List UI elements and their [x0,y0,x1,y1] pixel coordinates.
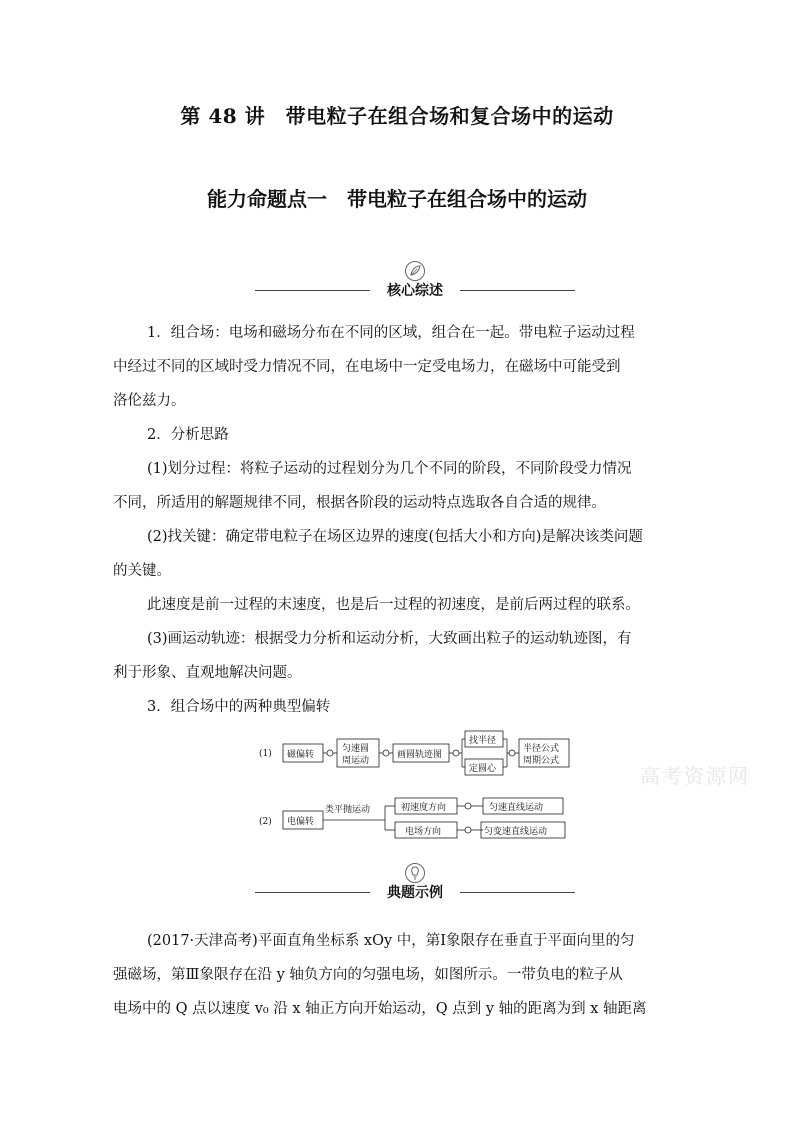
row1-draw-label: 画圆轨迹图 [397,750,443,760]
deflection-flow-diagram [255,730,575,840]
paragraph: (1)划分过程：将粒子运动的过程划分为几个不同的阶段，不同阶段受力情况 [147,461,632,477]
paragraph: 1．组合场：电场和磁场分布在不同的区域，组合在一起。带电粒子运动过程 [147,325,635,341]
paragraph: (3)画运动轨迹：根据受力分析和运动分析，大致画出粒子的运动轨迹图，有 [147,631,632,647]
section-title: 能力命题点一 带电粒子在组合场中的运动 [207,187,587,211]
row1-number: (1) [259,749,272,759]
typical-example-label: 典题示例 [387,885,443,901]
connector-node [509,750,515,756]
connector-node [327,750,333,756]
row1-start-label: 磁偏转 [287,750,315,760]
row2-uniform-label: 匀速直线运动 [489,803,544,813]
row1-formula-label-a: 半径公式 [523,744,560,754]
paragraph: 的关键。 [113,563,171,579]
connector-node [465,827,471,833]
core-summary-label: 核心综述 [387,283,443,299]
row2-motion-label: 类平抛运动 [325,805,371,815]
paragraph: (2)找关键：确定带电粒子在场区边界的速度(包括大小和方向)是解决该类问题 [147,529,643,545]
paragraph: 不同，所适用的解题规律不同，根据各阶段的运动特点选取各自合适的规律。 [113,495,606,511]
paragraph: 3．组合场中的两种典型偏转 [147,699,331,715]
row2-init-dir-label: 初速度方向 [401,803,447,813]
leaf-icon [404,260,426,282]
paragraph: 2．分析思路 [147,427,229,443]
bulb-icon [404,862,426,884]
watermark: 高考资源网 [640,764,750,788]
example-body [113,924,683,1026]
row1-motion-label-b: 周运动 [342,756,370,766]
row2-field-dir-label: 电场方向 [405,827,442,837]
row1-radius-label: 找半径 [469,736,497,746]
connector-node [453,750,459,756]
paragraph: 电场中的 Q 点以速度 v₀ 沿 x 轴正方向开始运动，Q 点到 y 轴的距离为到 x 轴距离 [113,1001,647,1017]
row1-motion-label-a: 匀速圆 [342,744,370,754]
paragraph: 此速度是前一过程的末速度，也是后一过程的初速度，是前后两过程的联系。 [147,597,640,613]
paragraph: 利于形象、直观地解决问题。 [113,665,302,681]
row2-accel-label: 匀变速直线运动 [484,827,548,837]
paragraph: (2017·天津高考)平面直角坐标系 xOy 中，第Ⅰ象限存在垂直于平面向里的匀 [147,933,635,949]
typical-example-divider [255,862,575,902]
paragraph: 洛伦兹力。 [113,393,186,409]
paragraph: 强磁场，第Ⅲ象限存在沿 y 轴负方向的匀强电场，如图所示。一带负电的粒子从 [113,967,623,983]
row2-number: (2) [259,817,272,827]
row1-center-label: 定圆心 [469,764,497,774]
core-summary-body [113,316,683,724]
row1-formula-label-b: 周期公式 [523,756,560,766]
lesson-title: 第 48 讲 带电粒子在组合场和复合场中的运动 [180,104,614,128]
connector-node [383,750,389,756]
connector-node [465,803,471,809]
row2-start-label: 电偏转 [287,817,315,827]
paragraph: 中经过不同的区域时受力情况不同，在电场中一定受电场力，在磁场中可能受到 [113,359,621,375]
core-summary-divider [255,260,575,300]
